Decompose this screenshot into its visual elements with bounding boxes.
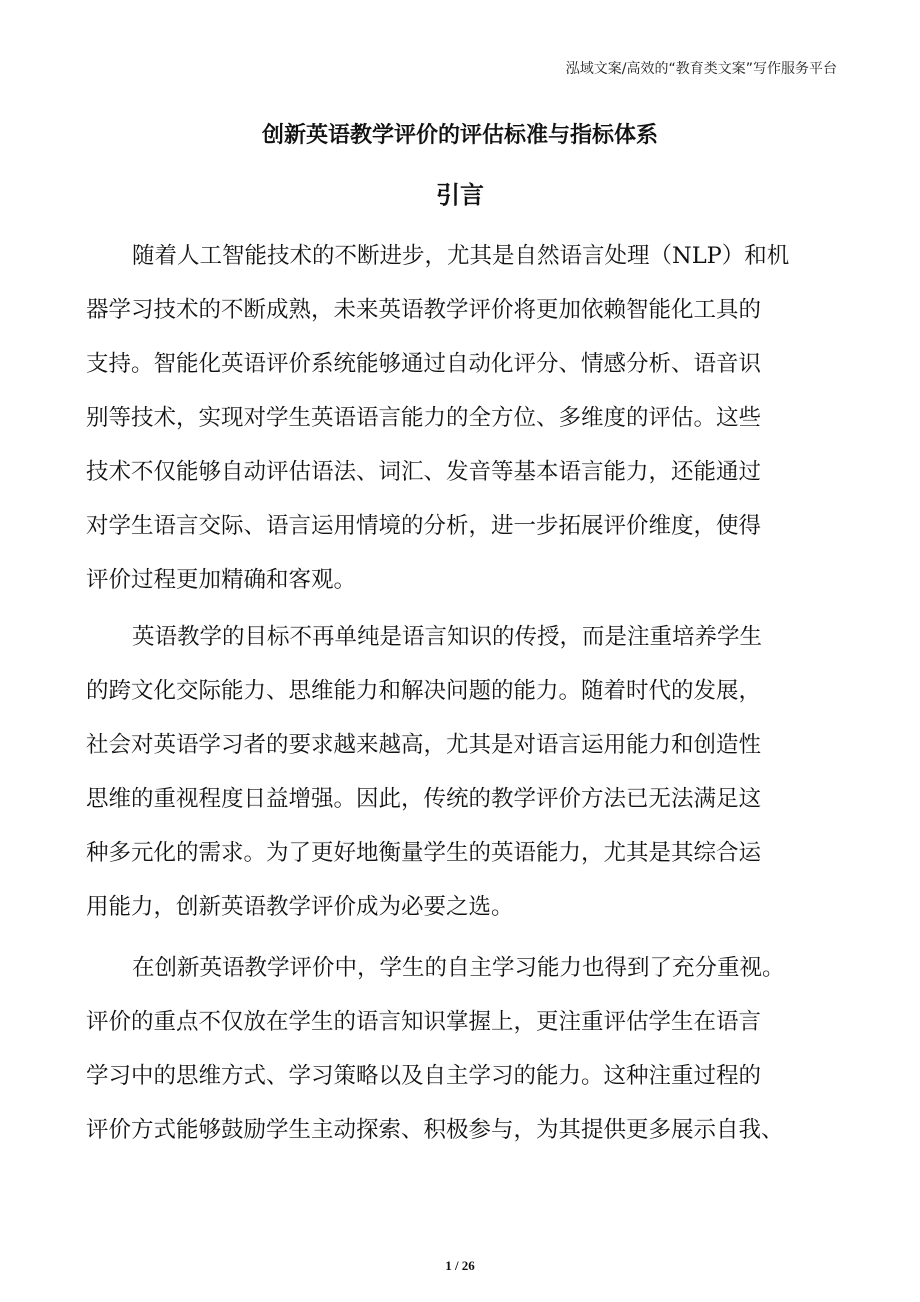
paragraph-line: 评价的重点不仅放在学生的语言知识掌握上，更注重评估学生在语言 <box>86 1009 762 1035</box>
paragraph-line: 别等技术，实现对学生英语语言能力的全方位、多维度的评估。这些 <box>86 405 762 431</box>
paragraph-line: 随着人工智能技术的不断进步，尤其是自然语言处理（NLP）和机 <box>132 243 790 269</box>
paragraph <box>86 941 846 1157</box>
paragraph-line: 思维的重视程度日益增强。因此，传统的教学评价方法已无法满足这 <box>86 786 762 812</box>
paragraph-line: 对学生语言交际、语言运用情境的分析，进一步拓展评价维度，使得 <box>86 513 762 539</box>
paragraph-line: 种多元化的需求。为了更好地衡量学生的英语能力，尤其是其综合运 <box>86 840 762 866</box>
paragraph-line: 支持。智能化英语评价系统能够通过自动化评分、情感分析、语音识 <box>86 351 762 377</box>
paragraph-line: 用能力，创新英语教学评价成为必要之选。 <box>86 894 514 920</box>
paragraph-line: 学习中的思维方式、学习策略以及自主学习的能力。这种注重过程的 <box>86 1063 762 1089</box>
page-number: 1 / 26 <box>445 1258 475 1273</box>
header-divider <box>83 85 837 86</box>
paragraph-line: 社会对英语学习者的要求越来越高，尤其是对语言运用能力和创造性 <box>86 732 762 758</box>
paragraph-line: 在创新英语教学评价中，学生的自主学习能力也得到了充分重视。 <box>132 955 785 981</box>
document-title: 创新英语教学评价的评估标准与指标体系 <box>261 123 658 148</box>
paragraph-line: 评价方式能够鼓励学生主动探索、积极参与，为其提供更多展示自我、 <box>86 1117 784 1143</box>
page-header: 泓域文案/高效的“教育类文案”写作服务平台 <box>565 61 837 77</box>
paragraph <box>86 610 846 934</box>
paragraph-line: 器学习技术的不断成熟，未来英语教学评价将更加依赖智能化工具的 <box>86 297 762 323</box>
paragraph-line: 英语教学的目标不再单纯是语言知识的传授，而是注重培养学生 <box>132 624 763 650</box>
paragraph-line: 技术不仅能够自动评估语法、词汇、发音等基本语言能力，还能通过 <box>86 459 762 485</box>
paragraph-line: 评价过程更加精确和客观。 <box>86 567 357 593</box>
paragraph-line: 的跨文化交际能力、思维能力和解决问题的能力。随着时代的发展， <box>86 678 762 704</box>
paragraph <box>86 229 846 607</box>
section-heading-introduction: 引言 <box>436 181 484 209</box>
